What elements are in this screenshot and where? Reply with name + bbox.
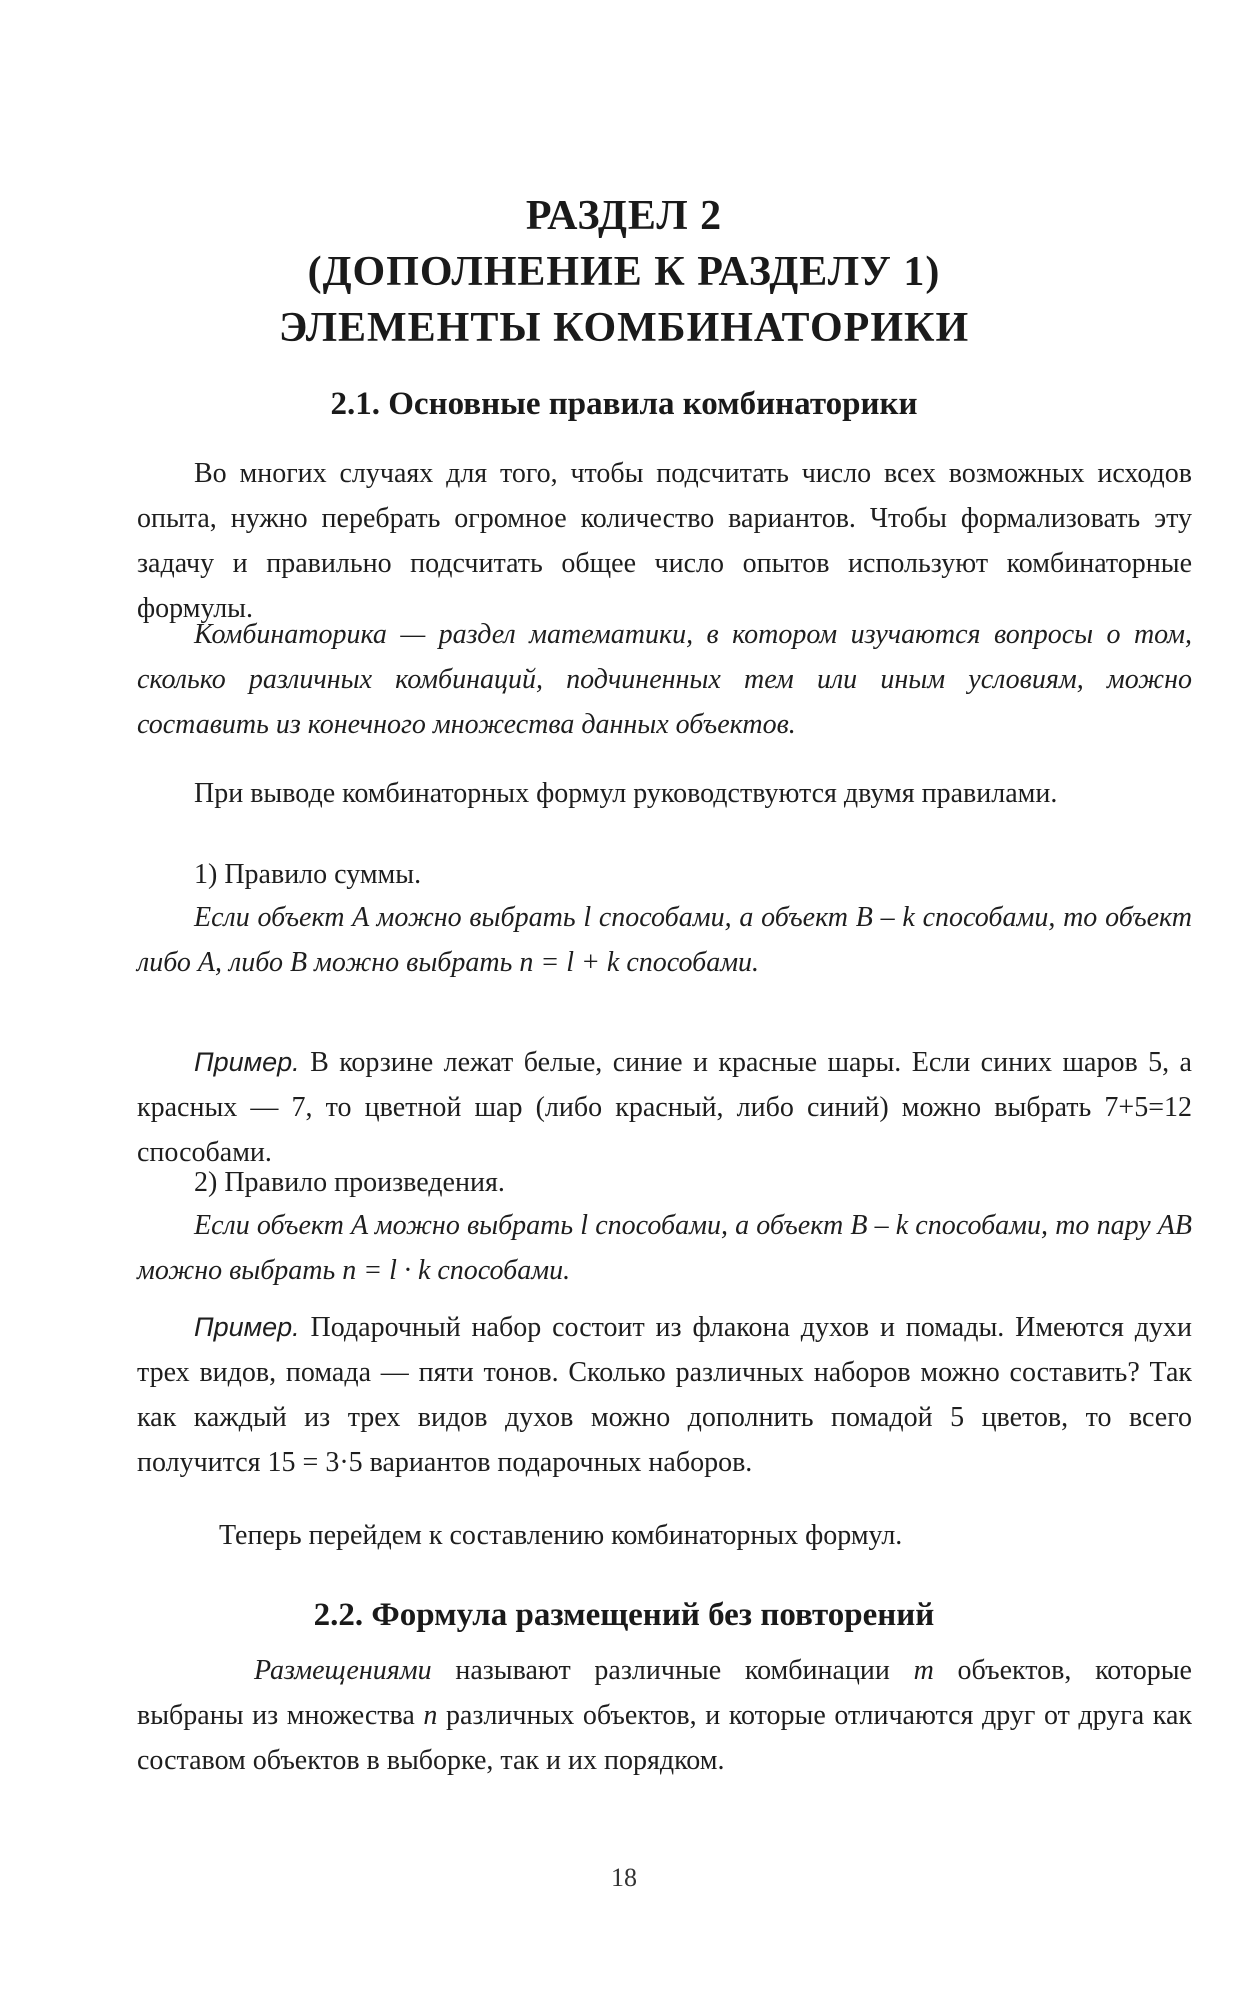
rule2-title: 2) Правило произведения. xyxy=(194,1167,505,1198)
chapter-title-line1: РАЗДЕЛ 2 xyxy=(525,193,723,239)
chapter-title-line3: ЭЛЕМЕНТЫ КОМБИНАТОРИКИ xyxy=(278,305,970,351)
rules-intro-paragraph: При выводе комбинаторных формул руководствуются двумя правилами. xyxy=(194,778,1058,809)
placements-term: Размещениями xyxy=(254,1655,432,1686)
section-heading-2-1: 2.1. Основные правила комбинаторики xyxy=(330,386,918,422)
example2-paragraph xyxy=(137,1305,1192,1485)
example2-text: Подарочный набор состоит из флакона духов и помады. Имеются духи трех видов, помада — пяти тонов. Сколько различных наборов можно составить? Так как каждый из трех видов духов можно дополнить помадой 5 цветов, то всего получится 15 = 3·5 вариантов подарочных наборов. xyxy=(137,1312,1192,1478)
page-number: 18 xyxy=(611,1863,637,1892)
definition-text: — раздел математики, в котором изучаются вопросы о том, сколько различных комбинаций, подчиненных тем или иным условиям, можно составить из конечного множества данных объектов. xyxy=(137,619,1192,740)
placements-definition: Размещениями называют различные комбинации m объектов, которые выбраны из множества n различных объектов, и которые отличаются друг от друга как составом объектов в выборке, так и их порядком. xyxy=(137,1655,1192,1776)
example1-paragraph xyxy=(137,1040,1192,1175)
chapter-title-line2: (ДОПОЛНЕНИЕ К РАЗДЕЛУ 1) xyxy=(307,249,941,295)
definition-paragraph xyxy=(137,612,1192,747)
variable-n: n xyxy=(423,1700,438,1731)
transition-paragraph: Теперь перейдем к составлению комбинаторных формул. xyxy=(219,1520,903,1551)
rule2-text: Если объект A можно выбрать l способами, а объект B – k способами, то пару AB можно выбрать n = l · k способами. xyxy=(137,1210,1192,1286)
variable-m: m xyxy=(913,1655,934,1686)
chapter-title xyxy=(0,188,1248,356)
rule1-text: Если объект A можно выбрать l способами, а объект B – k способами, то объект либо A, либо B можно выбрать n = l + k способами. xyxy=(137,902,1192,978)
rule1-title: 1) Правило суммы. xyxy=(194,859,422,890)
example1-label: Пример. xyxy=(194,1047,300,1077)
intro-paragraph: Во многих случаях для того, чтобы подсчитать число всех возможных исходов опыта, нужно перебрать огромное количество вариантов. Чтобы формализовать эту задачу и правильно подсчитать общее число опытов используют комбинаторные формулы. xyxy=(137,458,1192,624)
example2-label: Пример. xyxy=(194,1312,300,1342)
section-heading-2-2: 2.2. Формула размещений без повторений xyxy=(313,1597,935,1633)
example1-text: В корзине лежат белые, синие и красные шары. Если синих шаров 5, а красных — 7, то цветной шар (либо красный, либо синий) можно выбрать 7+5=12 способами. xyxy=(137,1047,1192,1168)
definition-term: Комбинаторика xyxy=(194,619,387,650)
